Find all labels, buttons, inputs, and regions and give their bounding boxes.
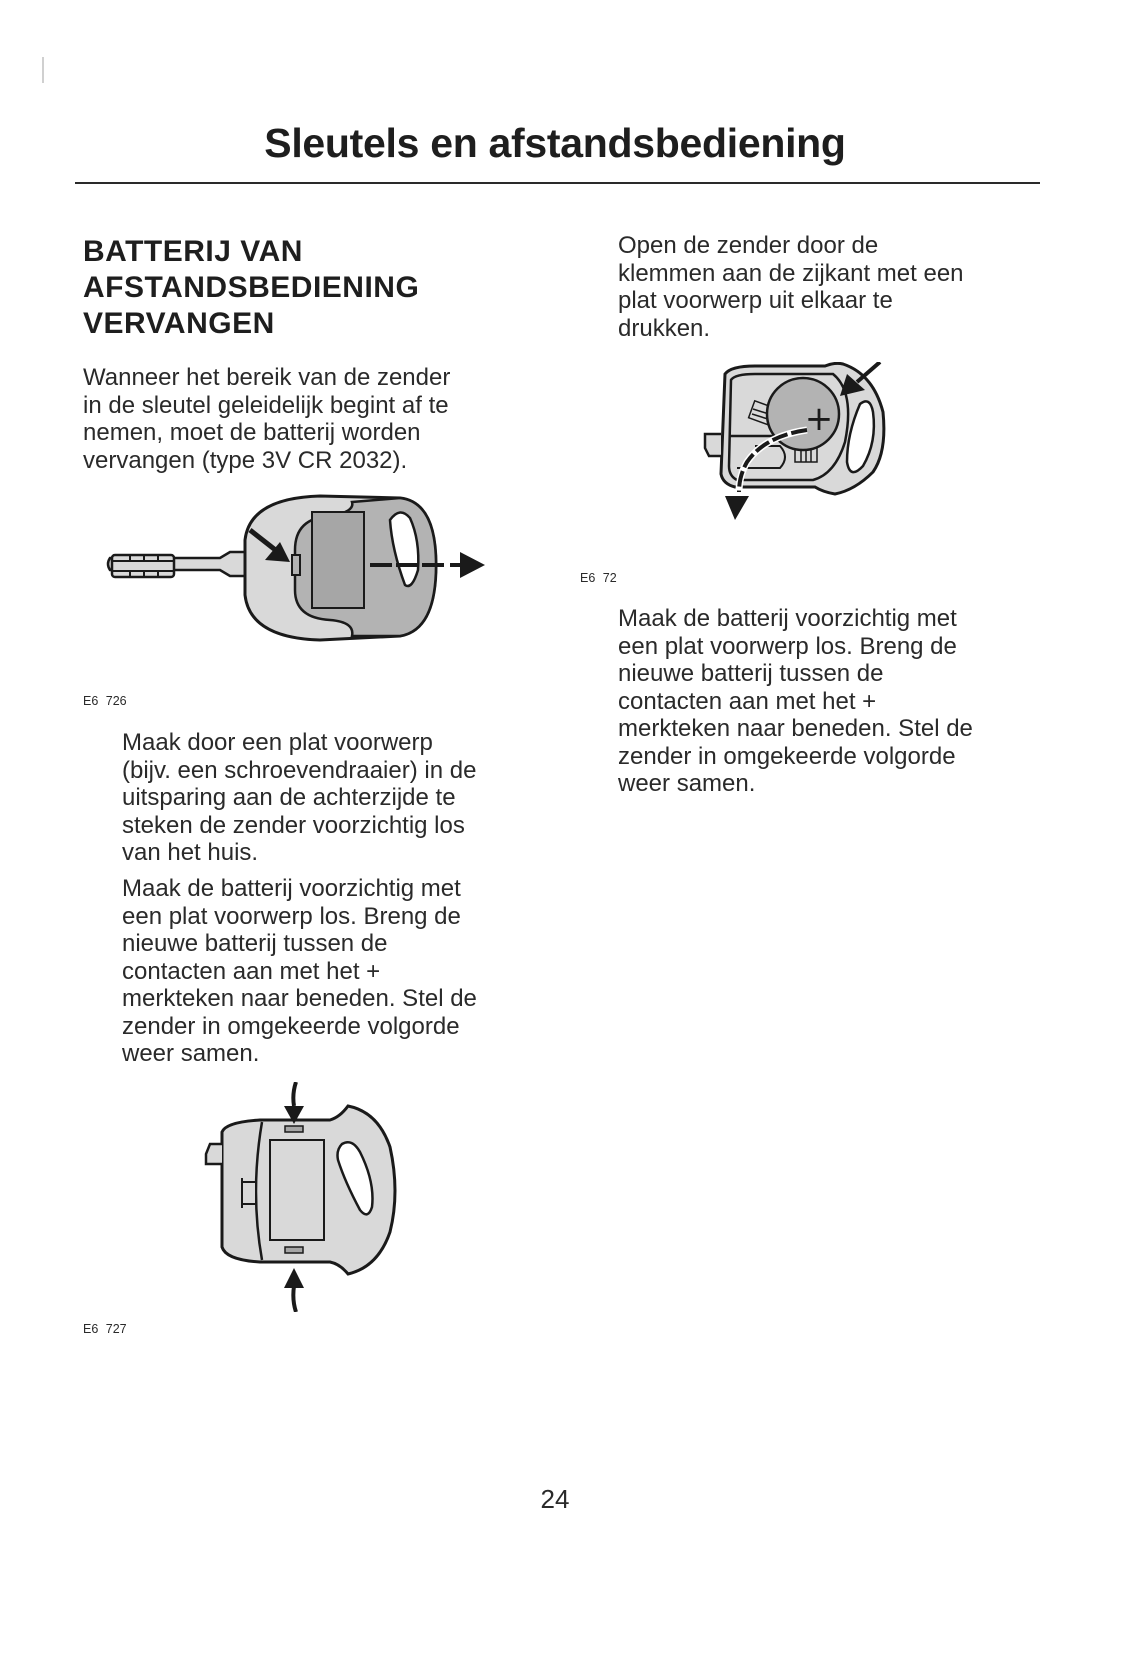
text-line: contacten aan met het + (122, 957, 381, 985)
text-line: nieuwe batterij tussen de (122, 930, 388, 957)
key-with-transmitter-removal-illustration (100, 490, 500, 650)
plus-mark: + (804, 399, 834, 439)
figure-caption: E6 72 (580, 571, 617, 585)
text-line: vervangen (type 3V CR 2032). (83, 446, 408, 474)
page-title: Sleutels en afstandsbediening (264, 120, 846, 166)
section-heading-line: AFSTANDSBEDIENING (83, 271, 420, 304)
text-line: Maak de batterij voorzichtig met (122, 875, 461, 902)
text-line: in de sleutel geleidelijk begint af te (83, 391, 449, 419)
text-line: merkteken naar beneden. Stel de (122, 985, 477, 1012)
text-line: Maak de batterij voorzichtig met (618, 605, 957, 632)
text-line: (bijv. een schroevendraaier) in de (122, 756, 477, 784)
transmitter-clamps-squeeze-illustration (200, 1082, 400, 1312)
text-line: nieuwe batterij tussen de (618, 660, 884, 687)
margin-mark (42, 57, 44, 83)
text-line: Open de zender door de (618, 232, 879, 259)
text-line: een plat voorwerp los. Breng de (618, 632, 957, 660)
figure-coin-battery (695, 362, 895, 530)
section-heading (83, 234, 553, 342)
text-line: contacten aan met het + (618, 687, 877, 715)
text-line: van het huis. (122, 839, 259, 866)
step-paragraph (618, 605, 1088, 798)
text-line: merkteken naar beneden. Stel de (618, 715, 973, 742)
text-line: uitsparing aan de achterzijde te (122, 784, 456, 811)
page-number: 24 (540, 1484, 570, 1514)
figure-caption: E6 726 (83, 694, 127, 708)
text-line: drukken. (618, 314, 711, 342)
section-heading-line: VERVANGEN (83, 307, 275, 340)
coin-battery-removal-illustration (695, 362, 895, 530)
text-line: een plat voorwerp los. Breng de (122, 902, 461, 930)
section-heading-line: BATTERIJ VAN (83, 235, 303, 268)
text-line: weer samen. (618, 770, 756, 797)
figure-key-transmitter (100, 490, 500, 650)
text-line: Wanneer het bereik van de zender (83, 364, 451, 391)
title-divider (75, 182, 1040, 184)
text-line: zender in omgekeerde volgorde (618, 742, 956, 770)
step-paragraph (618, 232, 1078, 342)
text-line: plat voorwerp uit elkaar te (618, 287, 893, 314)
text-line: weer samen. (122, 1040, 260, 1067)
text-line: steken de zender voorzichtig los (122, 811, 465, 839)
figure-transmitter-clamps (200, 1082, 400, 1312)
text-line: Maak door een plat voorwerp (122, 729, 433, 756)
step-paragraph (122, 729, 582, 867)
intro-paragraph (83, 364, 563, 474)
step-paragraph (122, 875, 582, 1068)
figure-caption: E6 727 (83, 1322, 127, 1336)
text-line: klemmen aan de zijkant met een (618, 259, 964, 287)
text-line: zender in omgekeerde volgorde (122, 1012, 460, 1040)
text-line: nemen, moet de batterij worden (83, 419, 421, 446)
